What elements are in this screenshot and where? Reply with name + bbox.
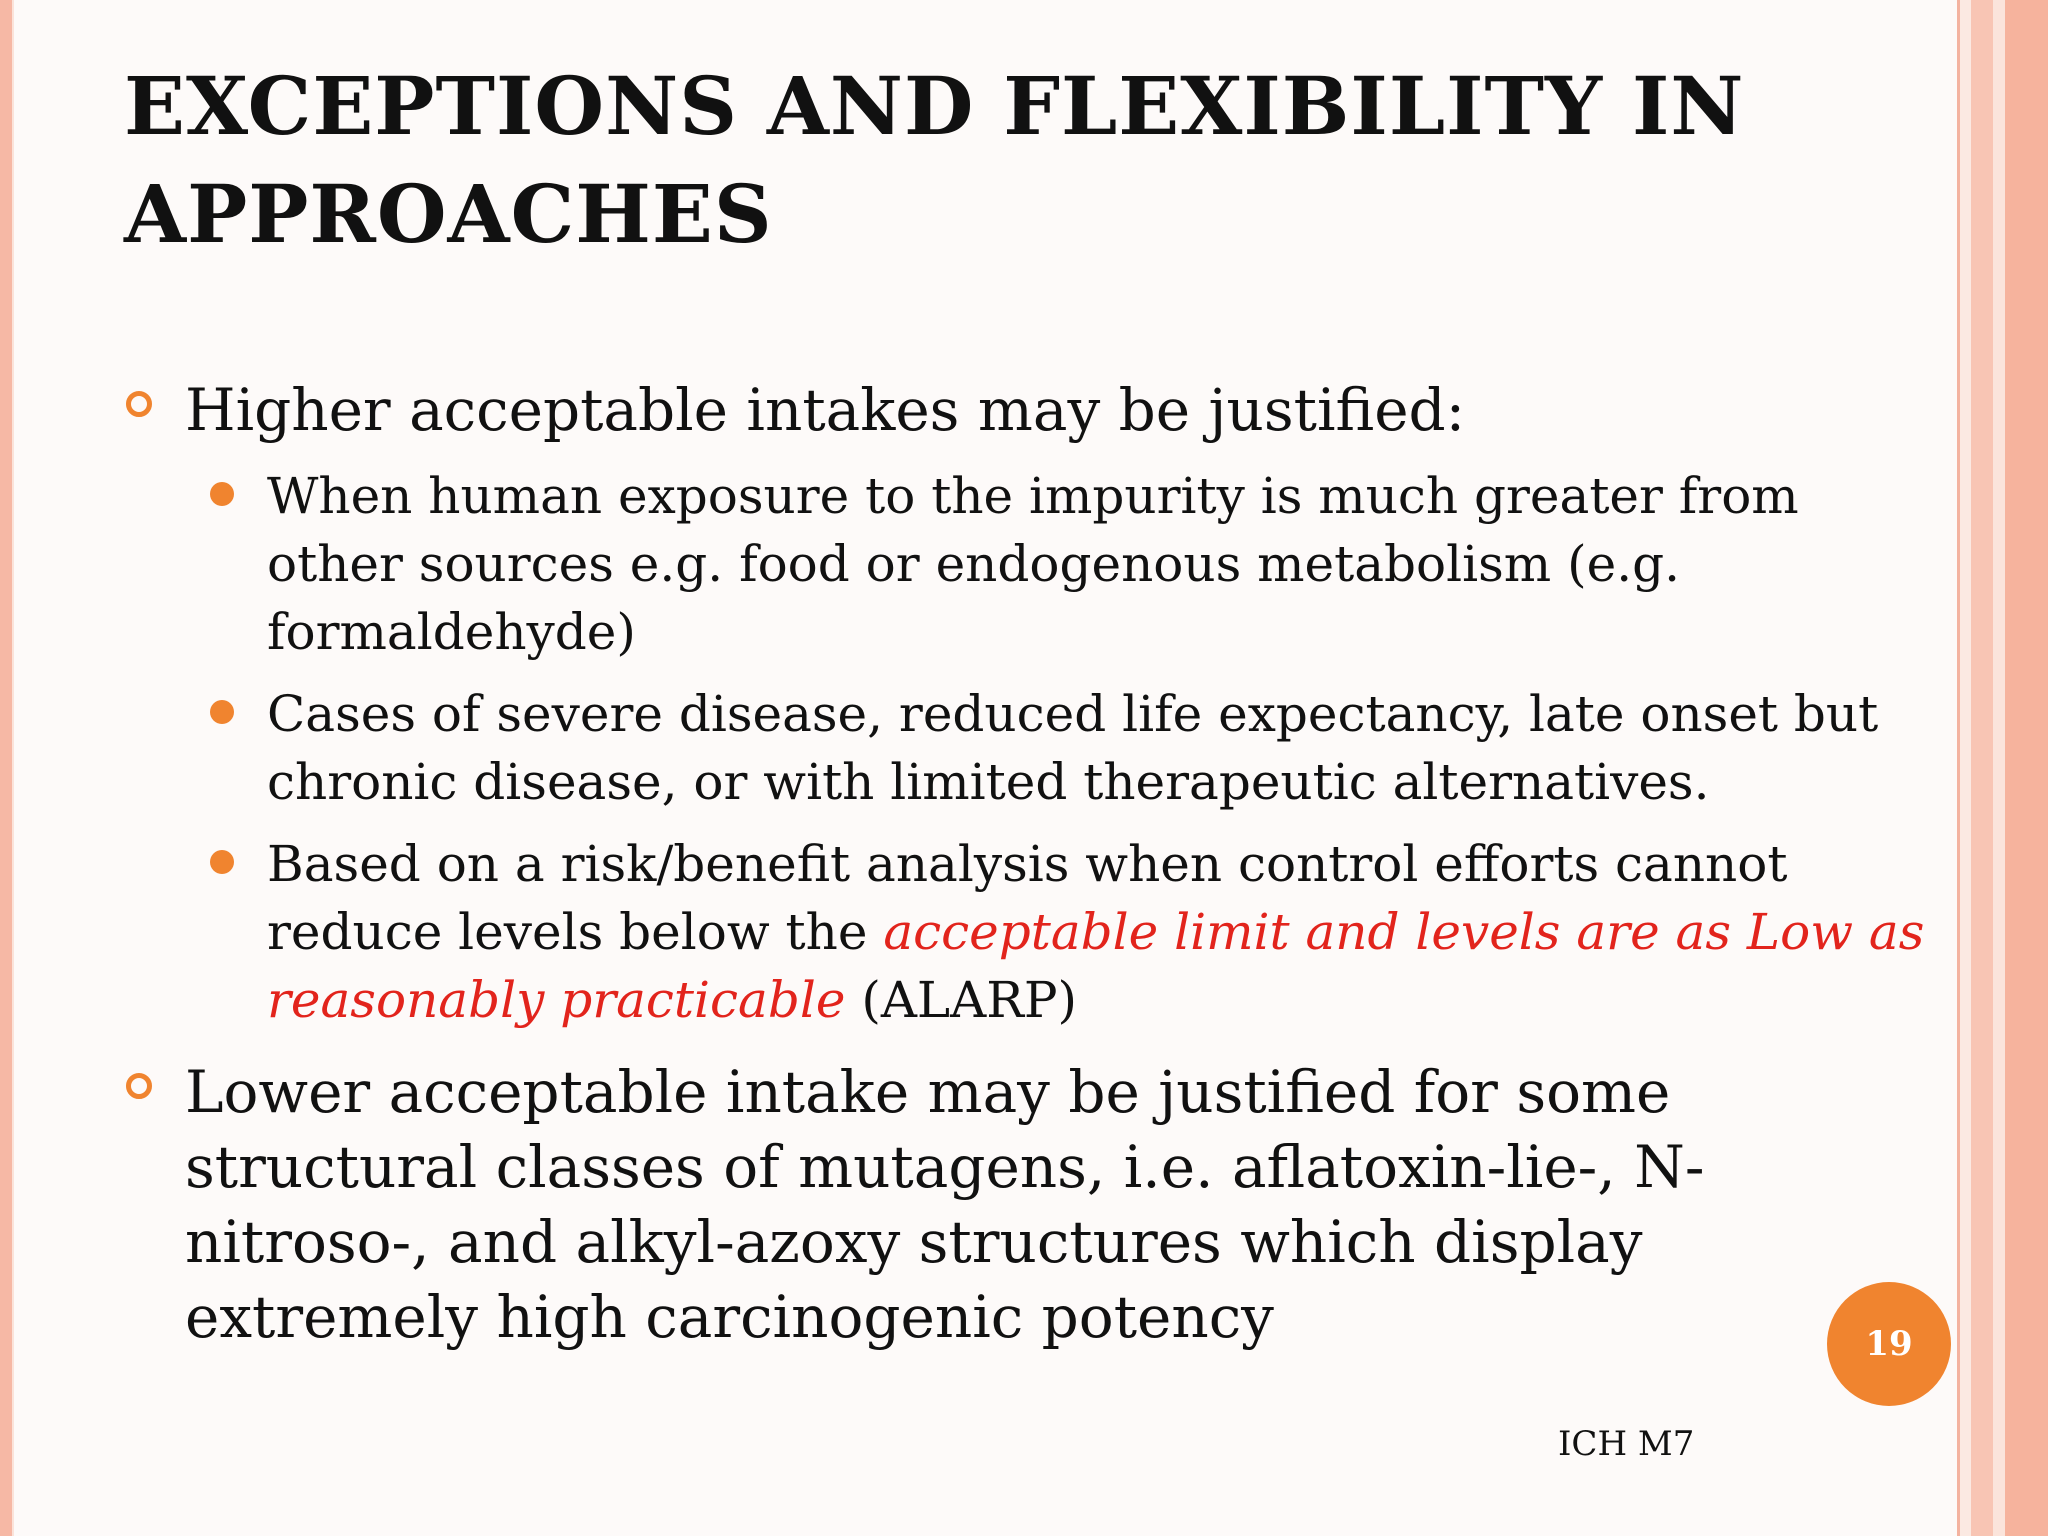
right-border-stripe-4 bbox=[1993, 0, 2005, 1536]
hollow-circle-bullet-icon bbox=[126, 391, 152, 417]
bullet-higher-intakes: Higher acceptable intakes may be justified: bbox=[185, 376, 1466, 444]
page-number-badge: 19 bbox=[1827, 1282, 1951, 1406]
hollow-circle-bullet-icon bbox=[126, 1073, 152, 1099]
alarp-abbreviation: (ALARP) bbox=[845, 971, 1078, 1029]
filled-circle-bullet-icon bbox=[210, 482, 234, 506]
bullet-lower-intake: Lower acceptable intake may be justified for some structural classes of mutagens, i.e. aflatoxin-lie-, N-nitroso-, and alkyl-azoxy structures which display extremely high carcinogenic potency bbox=[185, 1058, 1705, 1351]
filled-circle-bullet-icon bbox=[210, 700, 234, 724]
sub-bullet-human-exposure: When human exposure to the impurity is much greater from other sources e.g. food or endogenous metabolism (e.g. formaldehyde) bbox=[267, 467, 1799, 661]
alarp-emphasis-text: acceptable limit and levels are as Low as reasonably practicable bbox=[267, 903, 1925, 1029]
left-border-stripe bbox=[0, 0, 12, 1536]
slide-title: EXCEPTIONS AND FLEXIBILITY IN APPROACHES bbox=[124, 59, 1745, 261]
risk-benefit-text: Based on a risk/benefit analysis when control efforts cannot reduce levels below the bbox=[267, 835, 1788, 961]
right-border-stripe-3 bbox=[1971, 0, 1993, 1536]
footer-source: ICH M7 bbox=[1558, 1424, 1695, 1464]
left-border-highlight bbox=[12, 0, 14, 1536]
right-border-stripe-5 bbox=[2005, 0, 2048, 1536]
sub-bullet-risk-benefit bbox=[267, 830, 1927, 1034]
right-border-stripe-2 bbox=[1960, 0, 1971, 1536]
filled-circle-bullet-icon bbox=[210, 850, 234, 874]
sub-bullet-severe-disease: Cases of severe disease, reduced life expectancy, late onset but chronic disease, or with limited therapeutic alternatives. bbox=[267, 685, 1879, 811]
